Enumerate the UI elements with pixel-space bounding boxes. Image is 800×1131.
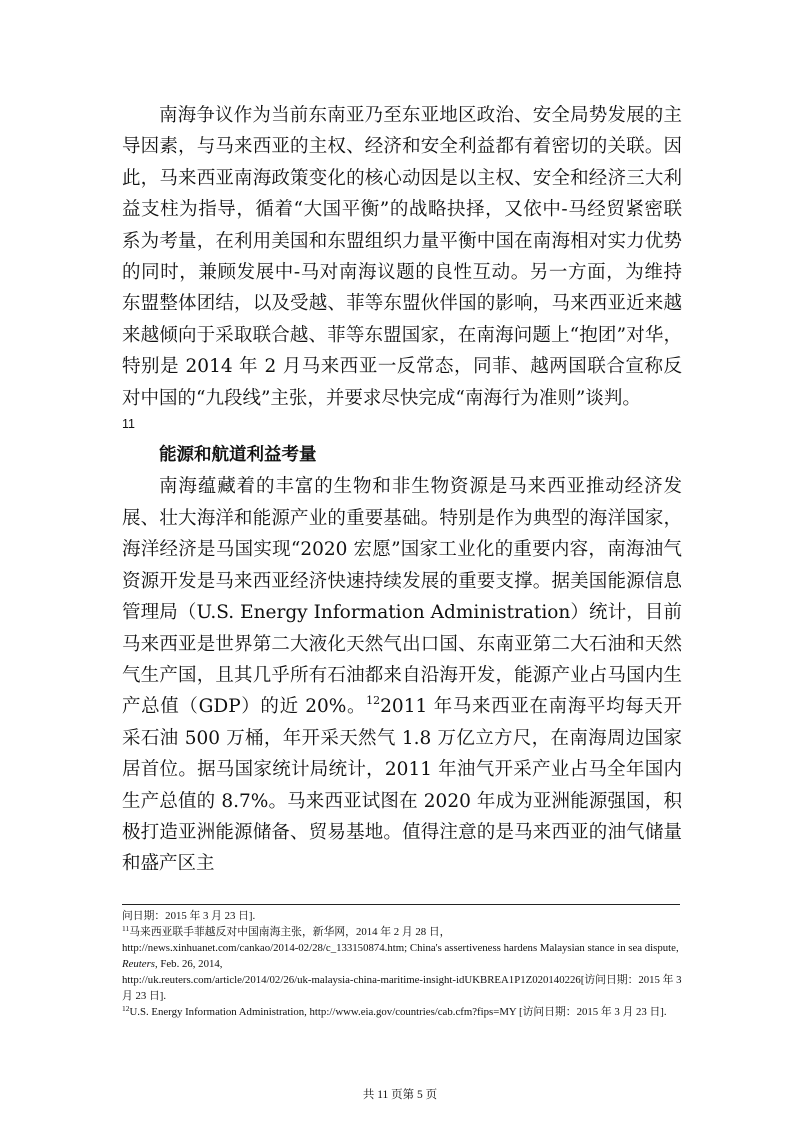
footnote-continued: 问日期：2015 年 3 月 23 日]. bbox=[122, 910, 256, 922]
footnote-12-number: 12 bbox=[122, 1004, 130, 1013]
footnote-divider bbox=[122, 904, 680, 905]
footnotes bbox=[122, 908, 682, 1020]
footnote-marker-11: 11 bbox=[122, 417, 135, 432]
paragraph-1: 南海争议作为当前东南亚乃至东亚地区政治、安全局势发展的主导因素，与马来西亚的主权、经济和安全利益都有着密切的关联。因此，马来西亚南海政策变化的核心动因是以主权、安全和经济三大利益支柱为指导，循着“大国平衡”的战略抉择，又依中-马经贸紧密联系为考量，在利用美国和东盟组织力量平衡中国在南海相对实力优势的同时，兼顾发展中-马对南海议题的良性互动。另一方面，为维持东盟整体团结，以及受越、菲等东盟伙伴国的影响，马来西亚近来越来越倾向于采取联合越、菲等东盟国家，在南海问题上“抱团”对华，特别是 2014 年 2 月马来西亚一反常态，同菲、越两国联合宣称反对中国的“九段线”主张，并要求尽快完成“南海行为准则”谈判。 bbox=[122, 105, 682, 409]
section-heading: 能源和航道利益考量 bbox=[159, 445, 317, 466]
footnote-11-line-1: 马来西亚联手菲越反对中国南海主张，新华网，2014 年 2 月 28 日， bbox=[129, 926, 451, 938]
paragraph-2-part-2: 2011 年马来西亚在南海平均每天开采石油 500 万桶，年开采天然气 1.8 万亿立方尺，在南海周边国家居首位。据马国家统计局统计，2011 年油气开采产业占马全年国内生产总值的 8.7%。马来西亚试图在 2020 年成为亚洲能源强国，积极打造亚洲能源储备、贸易基地。值得注意的是马来西亚的油气储量和盛产区主 bbox=[122, 696, 682, 875]
footnote-11 bbox=[122, 924, 682, 1004]
page-number: 共 11 页第 5 页 bbox=[362, 1089, 438, 1101]
main-text bbox=[122, 100, 682, 880]
footnote-ref-12: 12 bbox=[366, 694, 381, 708]
footnote-12-text: U.S. Energy Information Administration, http://www.eia.gov/countries/cab.cfm?fips=MY [访问日期：2015 年 3 月 23 日]. bbox=[129, 1006, 667, 1018]
footnote-11-number: 11 bbox=[122, 924, 130, 933]
footnote-11-source: Reuters bbox=[122, 958, 155, 970]
footnote-11-line-2: http://news.xinhuanet.com/cankao/2014-02/28/c_133150874.htm; China's assertiveness hardens Malaysian stance in sea dispute, bbox=[122, 942, 679, 954]
footnote-12 bbox=[122, 1004, 682, 1020]
paragraph-2-part-1: 南海蕴藏着的丰富的生物和非生物资源是马来西亚推动经济发展、壮大海洋和能源产业的重要基础。特别是作为典型的海洋国家，海洋经济是马国实现“2020 宏愿”国家工业化的重要内容，南海油气资源开发是马来西亚经济快速持续发展的重要支撑。据美国能源信息管理局（U.S. Energy Information Administration）统计，目前马来西亚是世界第二大液化天然气出口国、东南亚第二大石油和天然气生产国，且其几乎所有石油都来自沿海开发，能源产业占马国内生产总值（GDP）的近 20%。 bbox=[122, 476, 682, 718]
footnote-11-line-4: http://uk.reuters.com/article/2014/02/26/uk-malaysia-china-maritime-insight-idUKBREA1P1Z020140226[访问日期：2015 年 3 月 23 日]. bbox=[122, 974, 682, 1002]
footnote-11-line-3: , Feb. 26, 2014, bbox=[154, 958, 223, 970]
paragraph-2 bbox=[122, 471, 682, 879]
